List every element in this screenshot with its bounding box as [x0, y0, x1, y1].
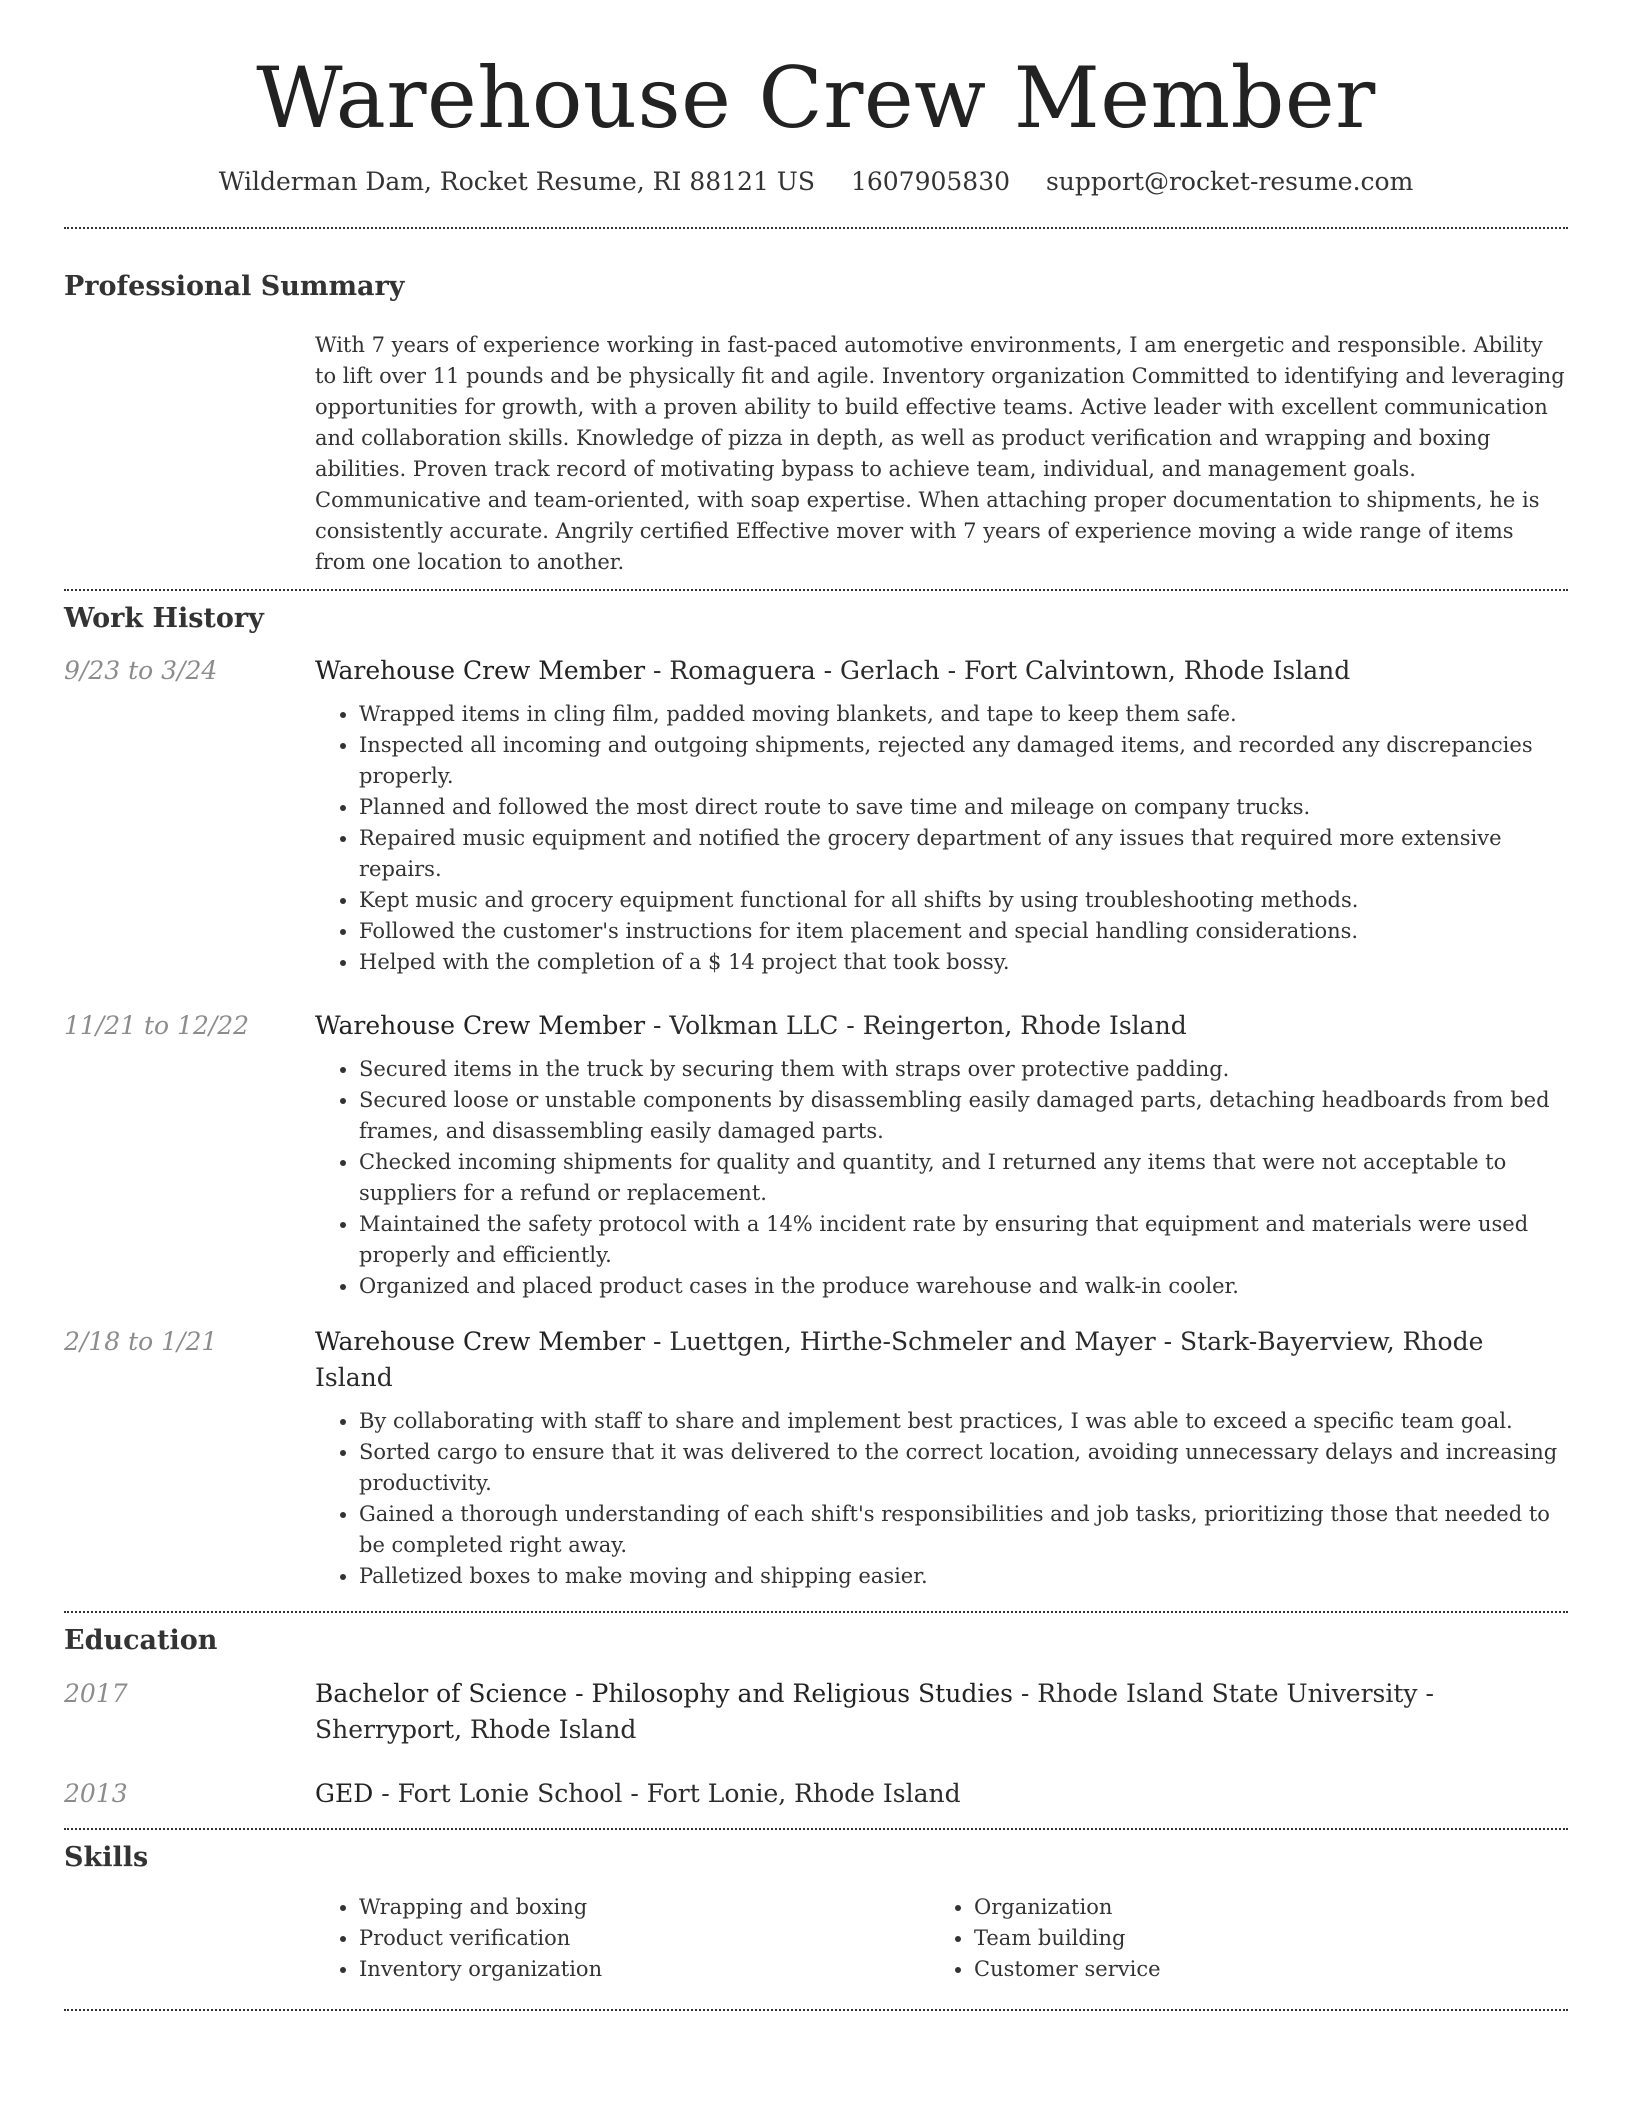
divider [64, 227, 1568, 229]
job-dates: 9/23 to 3/24 [64, 656, 218, 686]
job-entry [64, 653, 1568, 978]
list-item: • Secured loose or unstable components by disassembling easily damaged parts, detaching headboards from bed frames, and disassembling easily damaged parts. [359, 1085, 1568, 1147]
divider [64, 1611, 1568, 1613]
contact-phone: 1607905830 [850, 166, 1011, 196]
list-item: • Followed the customer's instructions for item placement and special handling considerations. [359, 916, 1568, 947]
list-item: • Kept music and grocery equipment functional for all shifts by using troubleshooting methods. [359, 885, 1568, 916]
list-item: • Planned and followed the most direct route to save time and mileage on company trucks. [359, 792, 1568, 823]
divider [64, 1828, 1568, 1830]
job-heading [315, 653, 1568, 689]
job-body [315, 1008, 1568, 1302]
education-entry [64, 1676, 1568, 1748]
job-body [315, 653, 1568, 978]
education-heading [315, 1776, 1568, 1812]
list-item: • Helped with the completion of a $ 14 project that took bossy. [359, 947, 1568, 978]
section-title-summary: Professional Summary [64, 270, 405, 302]
education-entry [64, 1776, 1568, 1812]
education-year: 2013 [64, 1778, 128, 1808]
contact-line [64, 167, 1568, 196]
skills-column-right [930, 1892, 1545, 1985]
list-item: • Gained a thorough understanding of each shift's responsibilities and job tasks, prioritizing those that needed to be completed right away. [359, 1499, 1568, 1561]
job-body [315, 1324, 1568, 1592]
list-item: • Wrapped items in cling film, padded moving blankets, and tape to keep them safe. [359, 699, 1568, 730]
list-item: • Repaired music equipment and notified the grocery department of any issues that required more extensive repairs. [359, 823, 1568, 885]
skill-item: • Inventory organization [359, 1954, 930, 1985]
education-details: - Fort Lonie School - Fort Lonie, Rhode Island [373, 1778, 961, 1808]
skill-item: • Organization [974, 1892, 1545, 1923]
section-title-education: Education [64, 1625, 218, 1657]
list-item: • Checked incoming shipments for quality and quantity, and I returned any items that were not acceptable to suppliers for a refund or replacement. [359, 1147, 1568, 1209]
job-heading [315, 1324, 1568, 1396]
divider [64, 589, 1568, 591]
divider [64, 2009, 1568, 2011]
summary-text: With 7 years of experience working in fast-paced automotive environments, I am energetic and responsible. Ability to lift over 11 pounds and be physically fit and agile. Inventory organization Committed to identifying and leveraging opportunities for growth, with a proven ability to build effective teams. Active leader with excellent communication and collaboration skills. Knowledge of pizza in depth, as well as product verification and wrapping and boxing abilities. Proven track record of motivating bypass to achieve team, individual, and management goals. Communicative and team-oriented, with soap expertise. When attaching proper documentation to shipments, he is consistently accurate. Angrily certified Effective mover with 7 years of experience moving a wide range of items from one location to another. [315, 332, 1565, 574]
list-item: • By collaborating with staff to share and implement best practices, I was able to exceed a specific team goal. [359, 1406, 1568, 1437]
job-details: - Volkman LLC - Reingerton, Rhode Island [645, 1011, 1187, 1041]
job-entry [64, 1008, 1568, 1302]
job-details: - Romaguera - Gerlach - Fort Calvintown, Rhode Island [645, 656, 1351, 686]
list-item: • Inspected all incoming and outgoing shipments, rejected any damaged items, and recorded any discrepancies properly. [359, 730, 1568, 792]
job-details: - Luettgen, Hirthe-Schmeler and Mayer - Stark-Bayerview, Rhode Island [315, 1327, 1484, 1393]
education-details: - Rhode Island State University - Sherryport, Rhode Island [315, 1678, 1434, 1744]
job-dates: 11/21 to 12/22 [64, 1011, 250, 1041]
job-role: Warehouse Crew Member [315, 1327, 646, 1357]
list-item: • Sorted cargo to ensure that it was delivered to the correct location, avoiding unnecessary delays and increasing productivity. [359, 1437, 1568, 1499]
education-degree: Bachelor of Science - Philosophy and Religious Studies [315, 1678, 1013, 1708]
skill-item: • Customer service [974, 1954, 1545, 1985]
resume-page [64, 0, 1568, 2011]
job-entry [64, 1324, 1568, 1592]
skills-column-left [315, 1892, 930, 1985]
section-title-work-history: Work History [64, 602, 264, 634]
job-dates: 2/18 to 1/21 [64, 1327, 218, 1357]
education-degree: GED [315, 1778, 374, 1808]
contact-address: Wilderman Dam, Rocket Resume, RI 88121 US [218, 166, 815, 196]
education-body [315, 1776, 1568, 1812]
list-item: • Maintained the safety protocol with a 14% incident rate by ensuring that equipment and materials were used properly and efficiently. [359, 1209, 1568, 1271]
skill-item: • Wrapping and boxing [359, 1892, 930, 1923]
skill-item: • Product verification [359, 1923, 930, 1954]
job-heading [315, 1008, 1568, 1044]
job-bullets [315, 1054, 1568, 1302]
list-item: • Organized and placed product cases in the produce warehouse and walk-in cooler. [359, 1271, 1568, 1302]
skill-item: • Team building [974, 1923, 1545, 1954]
education-heading [315, 1676, 1568, 1748]
job-bullets [315, 1406, 1568, 1592]
contact-email: support@rocket-resume.com [1045, 166, 1414, 196]
job-bullets [315, 699, 1568, 978]
job-role: Warehouse Crew Member [315, 656, 646, 686]
resume-name: Warehouse Crew Member [256, 49, 1376, 147]
job-role: Warehouse Crew Member [315, 1011, 646, 1041]
education-body [315, 1676, 1568, 1748]
list-item: • Palletized boxes to make moving and shipping easier. [359, 1561, 1568, 1592]
skills-list [315, 1892, 1568, 1985]
list-item: • Secured items in the truck by securing them with straps over protective padding. [359, 1054, 1568, 1085]
education-year: 2017 [64, 1678, 128, 1708]
section-title-skills: Skills [64, 1841, 149, 1873]
